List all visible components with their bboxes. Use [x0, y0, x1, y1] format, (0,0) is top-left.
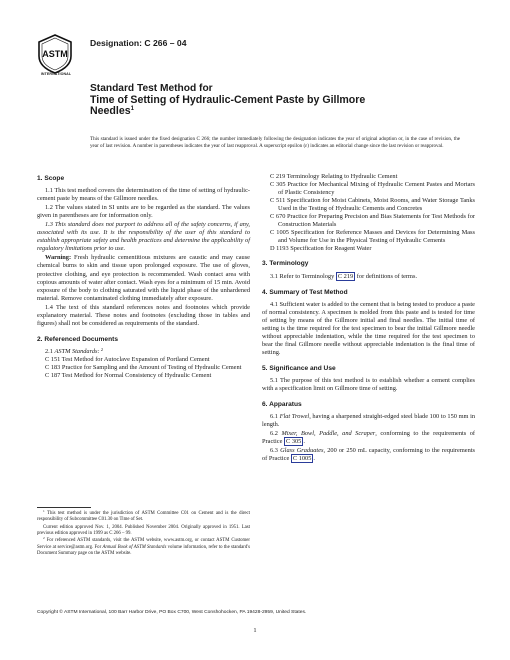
footnote-1-mark: 1 — [43, 509, 45, 513]
warning-label: Warning: — [45, 254, 72, 262]
reference-item: C 305 Practice for Mechanical Mixing of Hydraulic Cement Pastes and Mortars of Plastic Consistency — [270, 181, 475, 197]
paragraph-6-1-number: 6.1 — [270, 413, 280, 421]
footnote-1 — [37, 511, 250, 524]
footnote-rule — [37, 507, 91, 508]
paragraph-3-1 — [262, 273, 475, 281]
reference-item: C 1005 Specification for Reference Masses and Devices for Determining Mass and Volume for Use in the Physical Testing of Hydraulic Cements — [270, 229, 475, 245]
footnote-2-text: For referenced ASTM standards, visit the ASTM website, www.astm.org, or contact ASTM Customer Service at service@astm.org. For — [37, 538, 250, 550]
title-line-1: Standard Test Method for — [90, 83, 213, 94]
paragraph-3-1-text: 3.1 Refer to Terminology — [270, 272, 336, 280]
issue-note: This standard is issued under the fixed designation C 266; the number immediately following the designation indicates the year of original adoption or, in the case of revision, the year of last revision. A number in parentheses indicates the year of last reapproval. A superscript epsilon (ε) indicates an editorial change since the last revision or reapproval. — [90, 136, 460, 149]
reference-item: C 151 Test Method for Autoclave Expansion of Portland Cement — [45, 355, 210, 363]
footnote-2-text-end: volume information, refer to the standard's Document Summary page on the ASTM website. — [37, 544, 250, 557]
footnote-2-book-title: Annual Book of ASTM Standards — [102, 544, 167, 550]
subheading-label: ASTM Standards: — [54, 347, 100, 355]
paragraph-6-3-number: 6.3 — [270, 447, 281, 455]
subheading-footnote-mark: 2 — [99, 346, 104, 352]
link-c219[interactable]: C 219 — [337, 272, 354, 280]
footnote-2 — [37, 538, 250, 557]
paragraph-1-1: 1.1 This test method covers the determination of the time of setting of hydraulic-cement paste by means of the Gillmore needles. — [37, 187, 250, 203]
section-heading-summary: 4. Summary of Test Method — [262, 288, 348, 296]
astm-logo — [37, 34, 73, 74]
left-column — [37, 173, 250, 380]
section-heading-significance: 5. Significance and Use — [262, 364, 336, 372]
paragraph-6-3 — [262, 447, 475, 463]
reference-item: C 670 Practice for Preparing Precision and Bias Statements for Test Methods for Construction Materials — [270, 213, 475, 229]
subheading-number: 2.1 — [45, 347, 55, 355]
paragraph-1-3: 1.3 This standard does not purport to address all of the safety concerns, if any, associated with its use. It is the responsibility of the user of this standard to establish appropriate safety and health practices and determine the applicability of regulatory limitations prior to use. — [37, 221, 250, 253]
title-line-3-text: Needles — [90, 105, 131, 118]
link-c1005[interactable]: C 1005 — [292, 455, 312, 463]
document-title — [90, 83, 450, 118]
paragraph-3-1-text-end: for definitions of terms. — [355, 272, 418, 280]
paragraph-5-1: 5.1 The purpose of this test method is to establish whether a cement complies with a specification limit on Gillmore time of setting. — [262, 376, 475, 393]
section-heading-apparatus: 6. Apparatus — [262, 401, 302, 409]
warning-paragraph — [37, 254, 250, 302]
astm-standards-subheading — [37, 348, 250, 356]
reference-item: D 1193 Specification for Reagent Water — [270, 245, 372, 253]
title-line-3 — [90, 106, 450, 118]
paragraph-6-1-term: Flat Trowel — [279, 413, 310, 421]
reference-item: C 183 Practice for Sampling and the Amount of Testing of Hydraulic Cement — [45, 363, 242, 371]
svg-text:ASTM: ASTM — [42, 49, 68, 59]
reference-item: C 187 Test Method for Normal Consistency of Hydraulic Cement — [45, 372, 212, 380]
right-column — [262, 173, 475, 464]
designation: Designation: C 266 – 04 — [90, 38, 187, 48]
paragraph-6-3-text: , 200 or 250 mL capacity, conforming to the requirements of Practice — [262, 447, 476, 463]
paragraph-6-2 — [262, 430, 475, 446]
section-heading-scope: 1. Scope — [37, 175, 65, 182]
paragraph-1-2: 1.2 The values stated in SI units are to be regarded as the standard. The values given in parentheses are for information only. — [37, 204, 250, 220]
section-heading-terminology: 3. Terminology — [262, 260, 309, 268]
paragraph-6-2-text: , conforming to the requirements of Practice — [262, 430, 476, 446]
warning-text: Fresh hydraulic cementitious mixtures are caustic and may cause chemical burns to skin and tissue upon prolonged exposure. The use of gloves, protective clothing, and eye protection is recommended. Wash contact area with copious amounts of water after contact. Wash eyes for a minimum of 15 min. Avoid exposure of the body to clothing saturated with the liquid phase of the unhardened material. Remove contaminated clothing immediately after exposure. — [37, 254, 250, 302]
paragraph-6-1 — [262, 413, 475, 429]
footnotes — [37, 511, 250, 558]
paragraph-6-2-term: Mixer, Bowl, Paddle, and Scraper — [281, 430, 376, 438]
paragraph-6-3-term: Glass Graduates — [280, 447, 324, 455]
footnote-1-text: This test method is under the jurisdiction of ASTM Committee C01 on Cement and is the direct responsibility of Subcommittee C01.30 on Time of Set. — [37, 511, 250, 523]
footnote-2-mark: 2 — [43, 536, 45, 541]
paragraph-6-2-number: 6.2 — [270, 430, 282, 438]
paragraph-6-3-text-end: . — [313, 455, 315, 463]
title-line-2: Time of Setting of Hydraulic-Cement Paste by Gillmore — [90, 93, 366, 106]
copyright-notice: Copyright © ASTM International, 100 Barr Harbor Drive, PO Box C700, West Conshohocken, PA 19428-2959, United States. — [37, 610, 307, 615]
page-number: 1 — [253, 627, 257, 634]
title-footnote-mark: 1 — [130, 106, 134, 113]
paragraph-6-1-text: , having a sharpened straight-edged steel blade 100 to 150 mm in length. — [262, 413, 476, 429]
footnote-1-edition: Current edition approved Nov. 1, 2004. Published November 2004. Originally approved in 1951. Last previous edition approved in 1999 as C 266 – 99. — [37, 524, 250, 537]
section-heading-referenced-documents: 2. Referenced Documents — [37, 335, 118, 343]
link-c305[interactable]: C 305 — [286, 438, 302, 446]
paragraph-6-2-text-end: . — [303, 438, 305, 446]
logo-caption: INTERNATIONAL — [40, 72, 72, 76]
paragraph-1-4: 1.4 The text of this standard references notes and footnotes which provide explanatory material. These notes and footnotes (excluding those in tables and figures) shall not be considered as requirements of the standard. — [37, 303, 250, 327]
reference-item: C 219 Terminology Relating to Hydraulic Cement — [270, 173, 398, 180]
reference-item: C 511 Specification for Moist Cabinets, Moist Rooms, and Water Storage Tanks Used in the Testing of Hydraulic Cements and Concretes — [270, 197, 475, 213]
paragraph-4-1: 4.1 Sufficient water is added to the cement that is being tested to produce a paste of normal consistency. A specimen is molded from this paste and is tested for time of setting by means of the Gillmore initial and final needles. The initial time of setting is the time required for the test specimen to bear the initial Gillmore needle without appreciable indentation, while the time required for the test specimen to bear the final Gillmore needle without appreciable indentation is the final time of setting. — [262, 300, 475, 356]
